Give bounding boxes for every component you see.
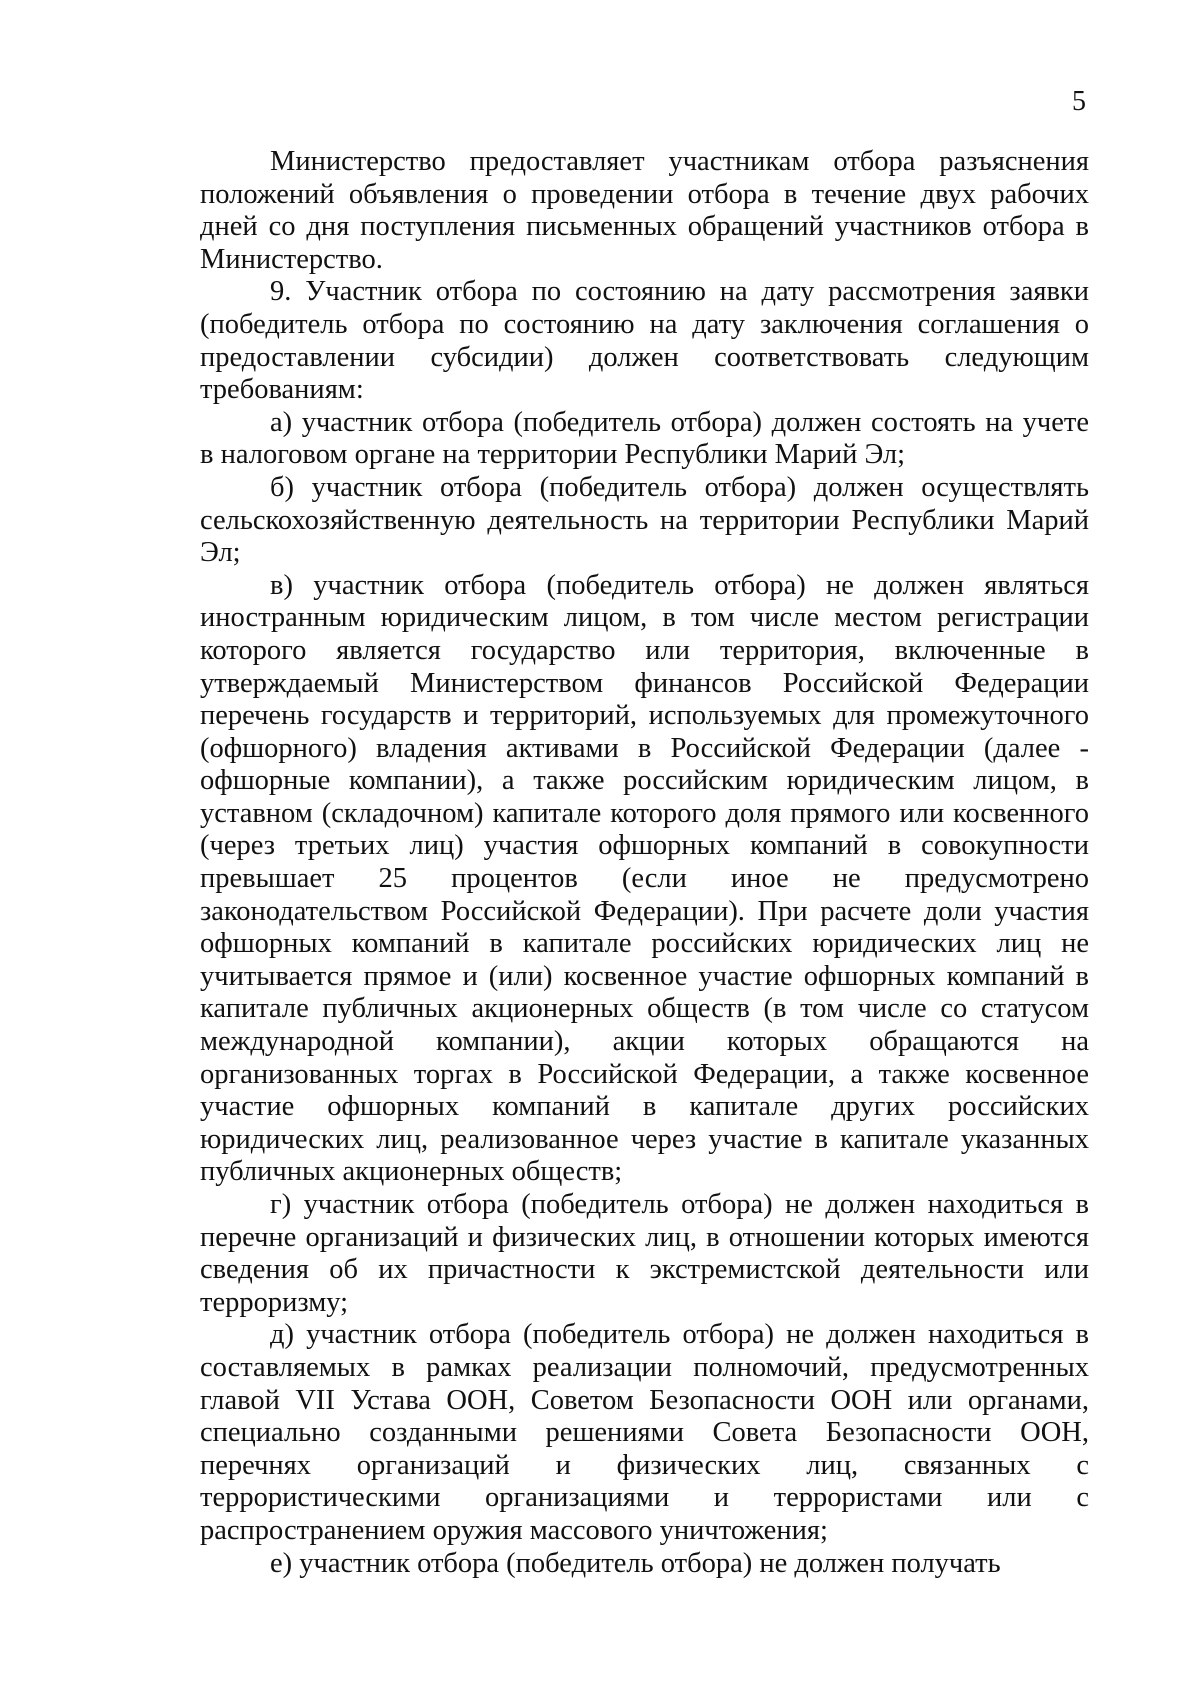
subparagraph-letter: а) xyxy=(270,406,293,438)
subparagraph-a xyxy=(200,407,1089,472)
subparagraph-text: участник отбора (победитель отбора) не должен находиться в составляемых в рамках реализации полномочий, предусмотренных главой VII Устава ООН, Советом Безопасности ООН или органами, специально созданными решениями Совета Безопасности ООН, перечнях организаций и физических лиц, связанных с террористическими организациями и террористами или с распространением оружия массового уничтожения; xyxy=(200,1319,1089,1546)
page-number: 5 xyxy=(1072,86,1086,117)
subparagraph-e xyxy=(200,1548,1089,1581)
paragraph-9-requirements xyxy=(200,276,1089,406)
subparagraph-letter: в) xyxy=(270,569,293,601)
subparagraph-text: участник отбора (победитель отбора) не должен являться иностранным юридическим лицом, в том числе местом регистрации которого является государство или территория, включенные в утверждаемый Министерством финансов Российской Федерации перечень государств и территорий, используемых для промежуточного (офшорного) владения активами в Российской Федерации (далее - офшорные компании), а также российским юридическим лицом, в уставном (складочном) капитале которого доля прямого или косвенного (через третьих лиц) участия офшорных компаний в совокупности превышает 25 процентов (если иное не предусмотрено законодательством Российской Федерации). При расчете доли участия офшорных компаний в капитале российских юридических лиц не учитывается прямое и (или) косвенное участие офшорных компаний в капитале публичных акционерных обществ (в том числе со статусом международной компании), акции которых обращаются на организованных торгах в Российской Федерации, а также косвенное участие офшорных компаний в капитале других российских юридических лиц, реализованное через участие в капитале указанных публичных акционерных обществ; xyxy=(200,569,1090,1188)
subparagraph-b xyxy=(200,472,1089,570)
subparagraph-letter: е) xyxy=(270,1547,293,1579)
subparagraph-text: участник отбора (победитель отбора) не должен получать xyxy=(299,1547,1001,1579)
subparagraph-d xyxy=(200,1319,1089,1547)
document-body xyxy=(200,146,1089,1580)
paragraph-ministry-clarifications xyxy=(200,146,1089,276)
subparagraph-g xyxy=(200,1189,1089,1319)
subparagraph-v xyxy=(200,570,1089,1189)
paragraph-text: Участник отбора по состоянию на дату рассмотрения заявки (победитель отбора по состоянию на дату заключения соглашения о предоставлении субсидии) должен соответствовать следующим требованиям: xyxy=(200,276,1090,406)
subparagraph-letter: г) xyxy=(270,1189,292,1220)
subparagraph-letter: б) xyxy=(270,471,294,503)
paragraph-text: Министерство предоставляет участникам отбора разъяснения положений объявления о проведении отбора в течение двух рабочих дней со дня поступления письменных обращений участников отбора в Министерство. xyxy=(200,146,1089,275)
paragraph-number: 9. xyxy=(270,276,292,308)
subparagraph-letter: д) xyxy=(270,1319,294,1351)
subparagraph-text: участник отбора (победитель отбора) должен осуществлять сельскохозяйственную деятельность на территории Республики Марий Эл; xyxy=(200,471,1089,569)
subparagraph-text: участник отбора (победитель отбора) должен состоять на учете в налоговом органе на территории Республики Марий Эл; xyxy=(200,406,1090,471)
subparagraph-text: участник отбора (победитель отбора) не должен находиться в перечне организаций и физических лиц, в отношении которых имеются сведения об их причастности к экстремистской деятельности или терроризму; xyxy=(200,1189,1089,1318)
